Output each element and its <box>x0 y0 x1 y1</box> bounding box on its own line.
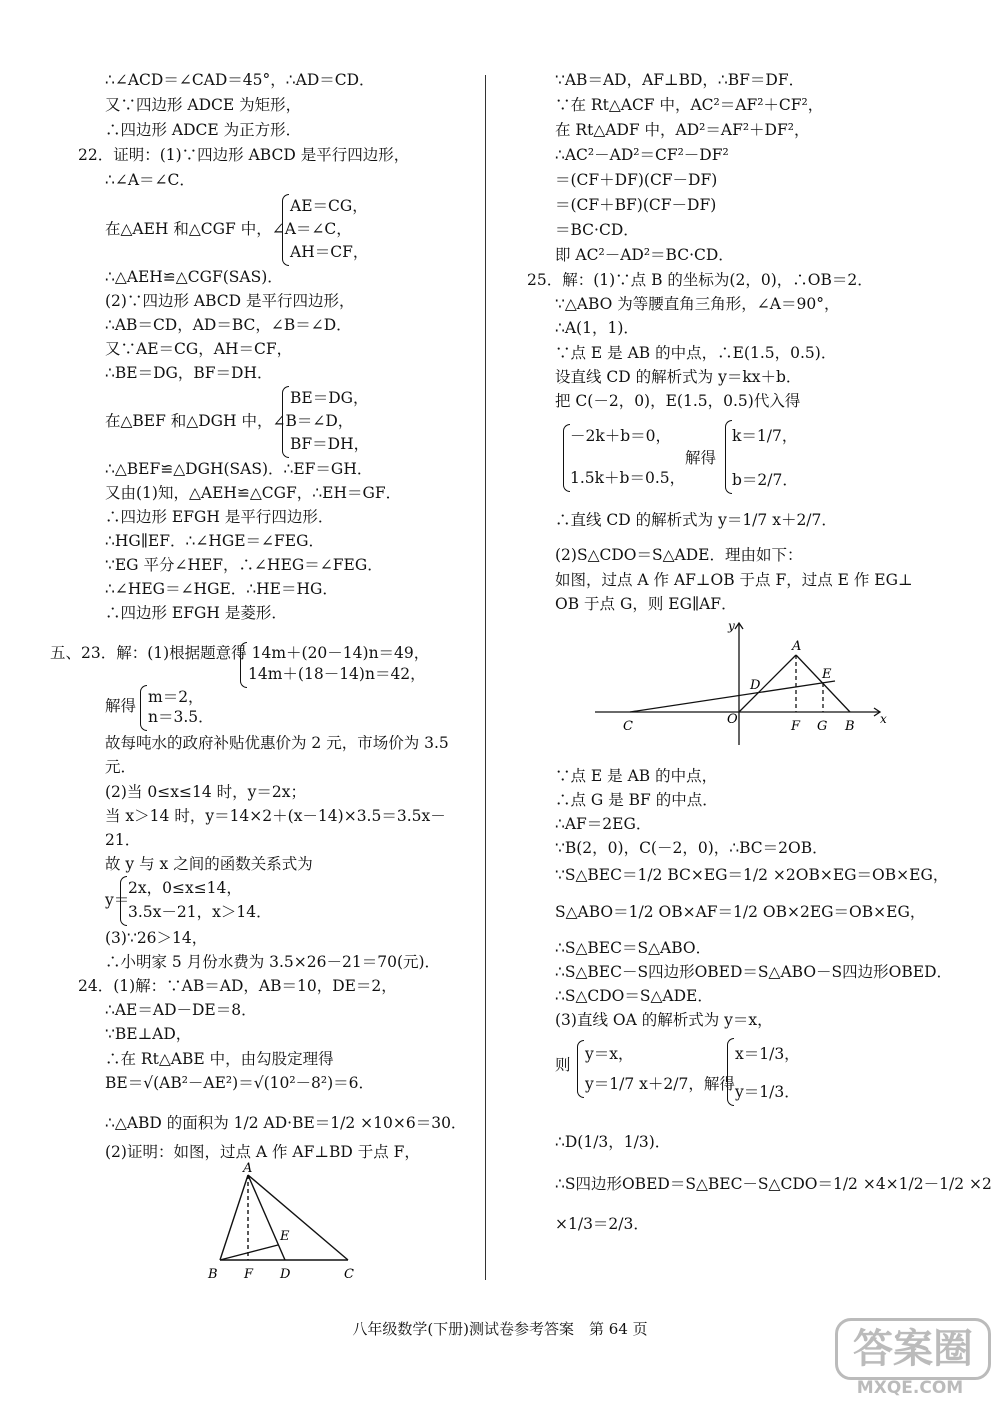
label-F: F <box>244 1267 254 1282</box>
left-line: AH＝CF， <box>290 243 369 261</box>
right-line: 则 <box>555 1056 571 1074</box>
brace <box>120 876 127 926</box>
right-line: 如图，过点 A 作 AF⊥OB 于点 F，过点 E 作 EG⊥ <box>555 571 913 589</box>
brace <box>577 1040 584 1098</box>
left-line: ∴∠ACD＝∠CAD＝45°，∴AD＝CD． <box>105 71 375 89</box>
right-line: ∴直线 CD 的解析式为 y＝1/7 x＋2/7． <box>555 511 837 529</box>
left-line: ∴四边形 EFGH 是平行四边形． <box>105 508 334 526</box>
left-line: (2)当 0≤x≤14 时，y＝2x； <box>105 783 306 801</box>
left-line: (2)∵四边形 ABCD 是平行四边形， <box>105 292 355 310</box>
label-D: D <box>280 1267 291 1282</box>
left-line: BE＝√(AB²－AE²)＝√(10²－8²)＝6． <box>105 1074 375 1092</box>
right-line: OB 于点 G，则 EG∥AF． <box>555 595 737 613</box>
right-line: ＝(CF＋DF)(CF－DF) <box>555 171 718 189</box>
right-line: 设直线 CD 的解析式为 y＝kx＋b． <box>555 368 802 386</box>
label-F: F <box>791 719 801 734</box>
right-line: ∴点 G 是 BF 的中点． <box>555 791 718 809</box>
right-line: ∵△ABO 为等腰直角三角形，∠A＝90°， <box>555 295 840 313</box>
right-line: b＝2/7． <box>732 471 798 489</box>
label-y: y <box>728 619 735 633</box>
figure-25-coordinate <box>590 615 900 750</box>
left-line: ∴四边形 ADCE 为正方形． <box>105 121 302 139</box>
left-line: 2x，0≤x≤14， <box>128 879 242 897</box>
left-line: ∴BE＝DG，BF＝DH． <box>105 364 273 382</box>
right-line: 1.5k＋b＝0.5， <box>570 469 686 487</box>
left-line: ∴∠A＝∠C． <box>105 171 195 189</box>
right-line: ＝(CF＋BF)(CF－DF) <box>555 196 717 214</box>
left-line: 21． <box>105 831 141 849</box>
brace <box>727 1038 734 1106</box>
label-B: B <box>845 719 855 734</box>
left-line: 14m＋(18－14)n＝42， <box>248 665 426 683</box>
brace <box>240 642 247 688</box>
left-line: 在△AEH 和△CGF 中，∠A＝∠C， <box>105 220 352 238</box>
left-line: n＝3.5． <box>148 708 214 726</box>
label-D: D <box>750 678 761 693</box>
label-G: G <box>817 719 828 734</box>
column-divider <box>485 75 486 1280</box>
label-B: B <box>208 1267 218 1282</box>
right-line: ∵在 Rt△ACF 中，AC²＝AF²＋CF²， <box>555 96 824 114</box>
left-line: (3)∵26＞14， <box>105 929 208 947</box>
left-line: ∴四边形 EFGH 是菱形． <box>105 604 287 622</box>
left-line: ∴在 Rt△ABE 中，由勾股定理得 <box>105 1050 334 1068</box>
left-line: BE＝DG， <box>290 389 369 407</box>
left-line: 故每吨水的政府补贴优惠价为 2 元，市场价为 3.5 <box>105 734 449 752</box>
left-line: ∴△BEF≌△DGH(SAS)．∴EF＝GH． <box>105 460 373 478</box>
left-line: ∴△AEH≌△CGF(SAS)． <box>105 268 283 286</box>
right-line: ∴S△BEC＝S△ABO． <box>555 939 712 957</box>
left-line: 故 y 与 x 之间的函数关系式为 <box>105 855 313 873</box>
right-line: －2k＋b＝0， <box>570 427 672 445</box>
left-line: 又∵AE＝CG，AH＝CF， <box>105 340 293 358</box>
left-line: 元． <box>105 758 137 776</box>
right-line: ∵点 E 是 AB 的中点，∴E(1.5，0.5)． <box>555 344 837 362</box>
label-A: A <box>243 1161 253 1176</box>
label-O: O <box>727 712 738 727</box>
label-E: E <box>280 1229 290 1244</box>
left-line: (2)证明：如图，过点 A 作 AF⊥BD 于点 F， <box>105 1143 420 1161</box>
left-line: ∴AB＝CD，AD＝BC，∠B＝∠D． <box>105 316 352 334</box>
right-line: y＝1/7 x＋2/7，解得 <box>585 1075 735 1093</box>
label-E: E <box>822 667 832 682</box>
watermark-logo: 答案圈 <box>835 1318 991 1380</box>
right-line: k＝1/7， <box>732 427 798 445</box>
left-line: ∴小明家 5 月份水费为 3.5×26－21＝70(元)． <box>105 953 441 971</box>
right-line: ×1/3＝2/3． <box>555 1215 649 1233</box>
left-line: BF＝DH， <box>290 435 370 453</box>
left-line: 24．(1)解：∵AB＝AD，AB＝10，DE＝2， <box>78 977 397 995</box>
brace <box>563 424 570 492</box>
brace <box>282 194 289 266</box>
right-line: (2)S△CDO＝S△ADE．理由如下： <box>555 546 803 564</box>
label-C: C <box>344 1267 354 1282</box>
left-line: y＝ <box>105 891 130 909</box>
right-line: ∴AC²－AD²＝CF²－DF² <box>555 146 729 164</box>
right-line: 25．解：(1)∵点 B 的坐标为(2，0)，∴OB＝2． <box>527 271 873 289</box>
right-line: ∴S△BEC－S四边形OBED＝S△ABO－S四边形OBED． <box>555 963 952 981</box>
watermark <box>835 1318 985 1398</box>
left-line: 又由(1)知，△AEH≌△CGF，∴EH＝GF． <box>105 484 402 502</box>
label-A: A <box>792 639 802 654</box>
left-line: ∴HG∥EF．∴∠HGE＝∠FEG． <box>105 532 324 550</box>
right-line: ∴A(1，1)． <box>555 319 639 337</box>
right-line: ＝BC·CD． <box>555 221 639 239</box>
left-line: 五、23．解：(1)根据题意得 14m＋(20－14)n＝49， <box>50 644 430 662</box>
left-line: 又∵四边形 ADCE 为矩形， <box>105 96 302 114</box>
figure-24-triangle <box>200 1160 370 1285</box>
watermark-url: MXQE.COM <box>856 1378 964 1398</box>
right-line: (3)直线 OA 的解析式为 y＝x， <box>555 1011 773 1029</box>
left-line: AE＝CG， <box>290 197 368 215</box>
left-line: ∴AE＝AD－DE＝8． <box>105 1001 257 1019</box>
right-line: S△ABO＝1/2 OB×AF＝1/2 OB×2EG＝OB×EG， <box>555 903 926 921</box>
right-line: 把 C(－2，0)，E(1.5，0.5)代入得 <box>555 392 801 410</box>
brace <box>140 685 147 731</box>
right-line: ∵点 E 是 AB 的中点， <box>555 767 718 785</box>
left-line: 22．证明：(1)∵四边形 ABCD 是平行四边形， <box>78 146 410 164</box>
page-footer: 八年级数学(下册)测试卷参考答案 第 64 页 <box>352 1320 648 1338</box>
right-line: ∴D(1/3，1/3)． <box>555 1133 671 1151</box>
right-line: 在 Rt△ADF 中，AD²＝AF²＋DF²， <box>555 121 810 139</box>
left-line: ∴△ABD 的面积为 1/2 AD·BE＝1/2 ×10×6＝30． <box>105 1114 467 1132</box>
label-C: C <box>623 719 633 734</box>
right-line: ∴S四边形OBED＝S△BEC－S△CDO＝1/2 ×4×1/2－1/2 ×2 <box>555 1175 992 1193</box>
right-line: y＝x， <box>585 1045 634 1063</box>
left-line: ∴∠HEG＝∠HGE．∴HE＝HG． <box>105 580 338 598</box>
right-line: ∵AB＝AD，AF⊥BD，∴BF＝DF． <box>555 71 805 89</box>
right-line: x＝1/3， <box>735 1045 800 1063</box>
label-x: x <box>880 712 887 726</box>
left-line: ∵EG 平分∠HEF，∴∠HEG＝∠FEG． <box>105 556 383 574</box>
right-line: ∴AF＝2EG． <box>555 815 652 833</box>
left-line: 解得 <box>105 697 137 715</box>
right-line: ∵B(2，0)，C(－2，0)，∴BC＝2OB． <box>555 839 828 857</box>
left-line: ∵BE⊥AD， <box>105 1025 192 1043</box>
right-line: 即 AC²－AD²＝BC·CD． <box>555 246 734 264</box>
left-line: 当 x＞14 时，y＝14×2＋(x－14)×3.5＝3.5x－ <box>105 807 446 825</box>
right-line: 解得 <box>685 449 717 467</box>
right-line: y＝1/3． <box>735 1083 800 1101</box>
left-line: 3.5x－21，x＞14． <box>128 903 272 921</box>
left-line: m＝2， <box>148 688 204 706</box>
brace <box>282 386 289 458</box>
right-line: ∴S△CDO＝S△ADE． <box>555 987 713 1005</box>
left-line: 在△BEF 和△DGH 中，∠B＝∠D， <box>105 412 354 430</box>
right-line: ∵S△BEC＝1/2 BC×EG＝1/2 ×2OB×EG＝OB×EG， <box>555 866 949 884</box>
brace <box>725 420 732 494</box>
